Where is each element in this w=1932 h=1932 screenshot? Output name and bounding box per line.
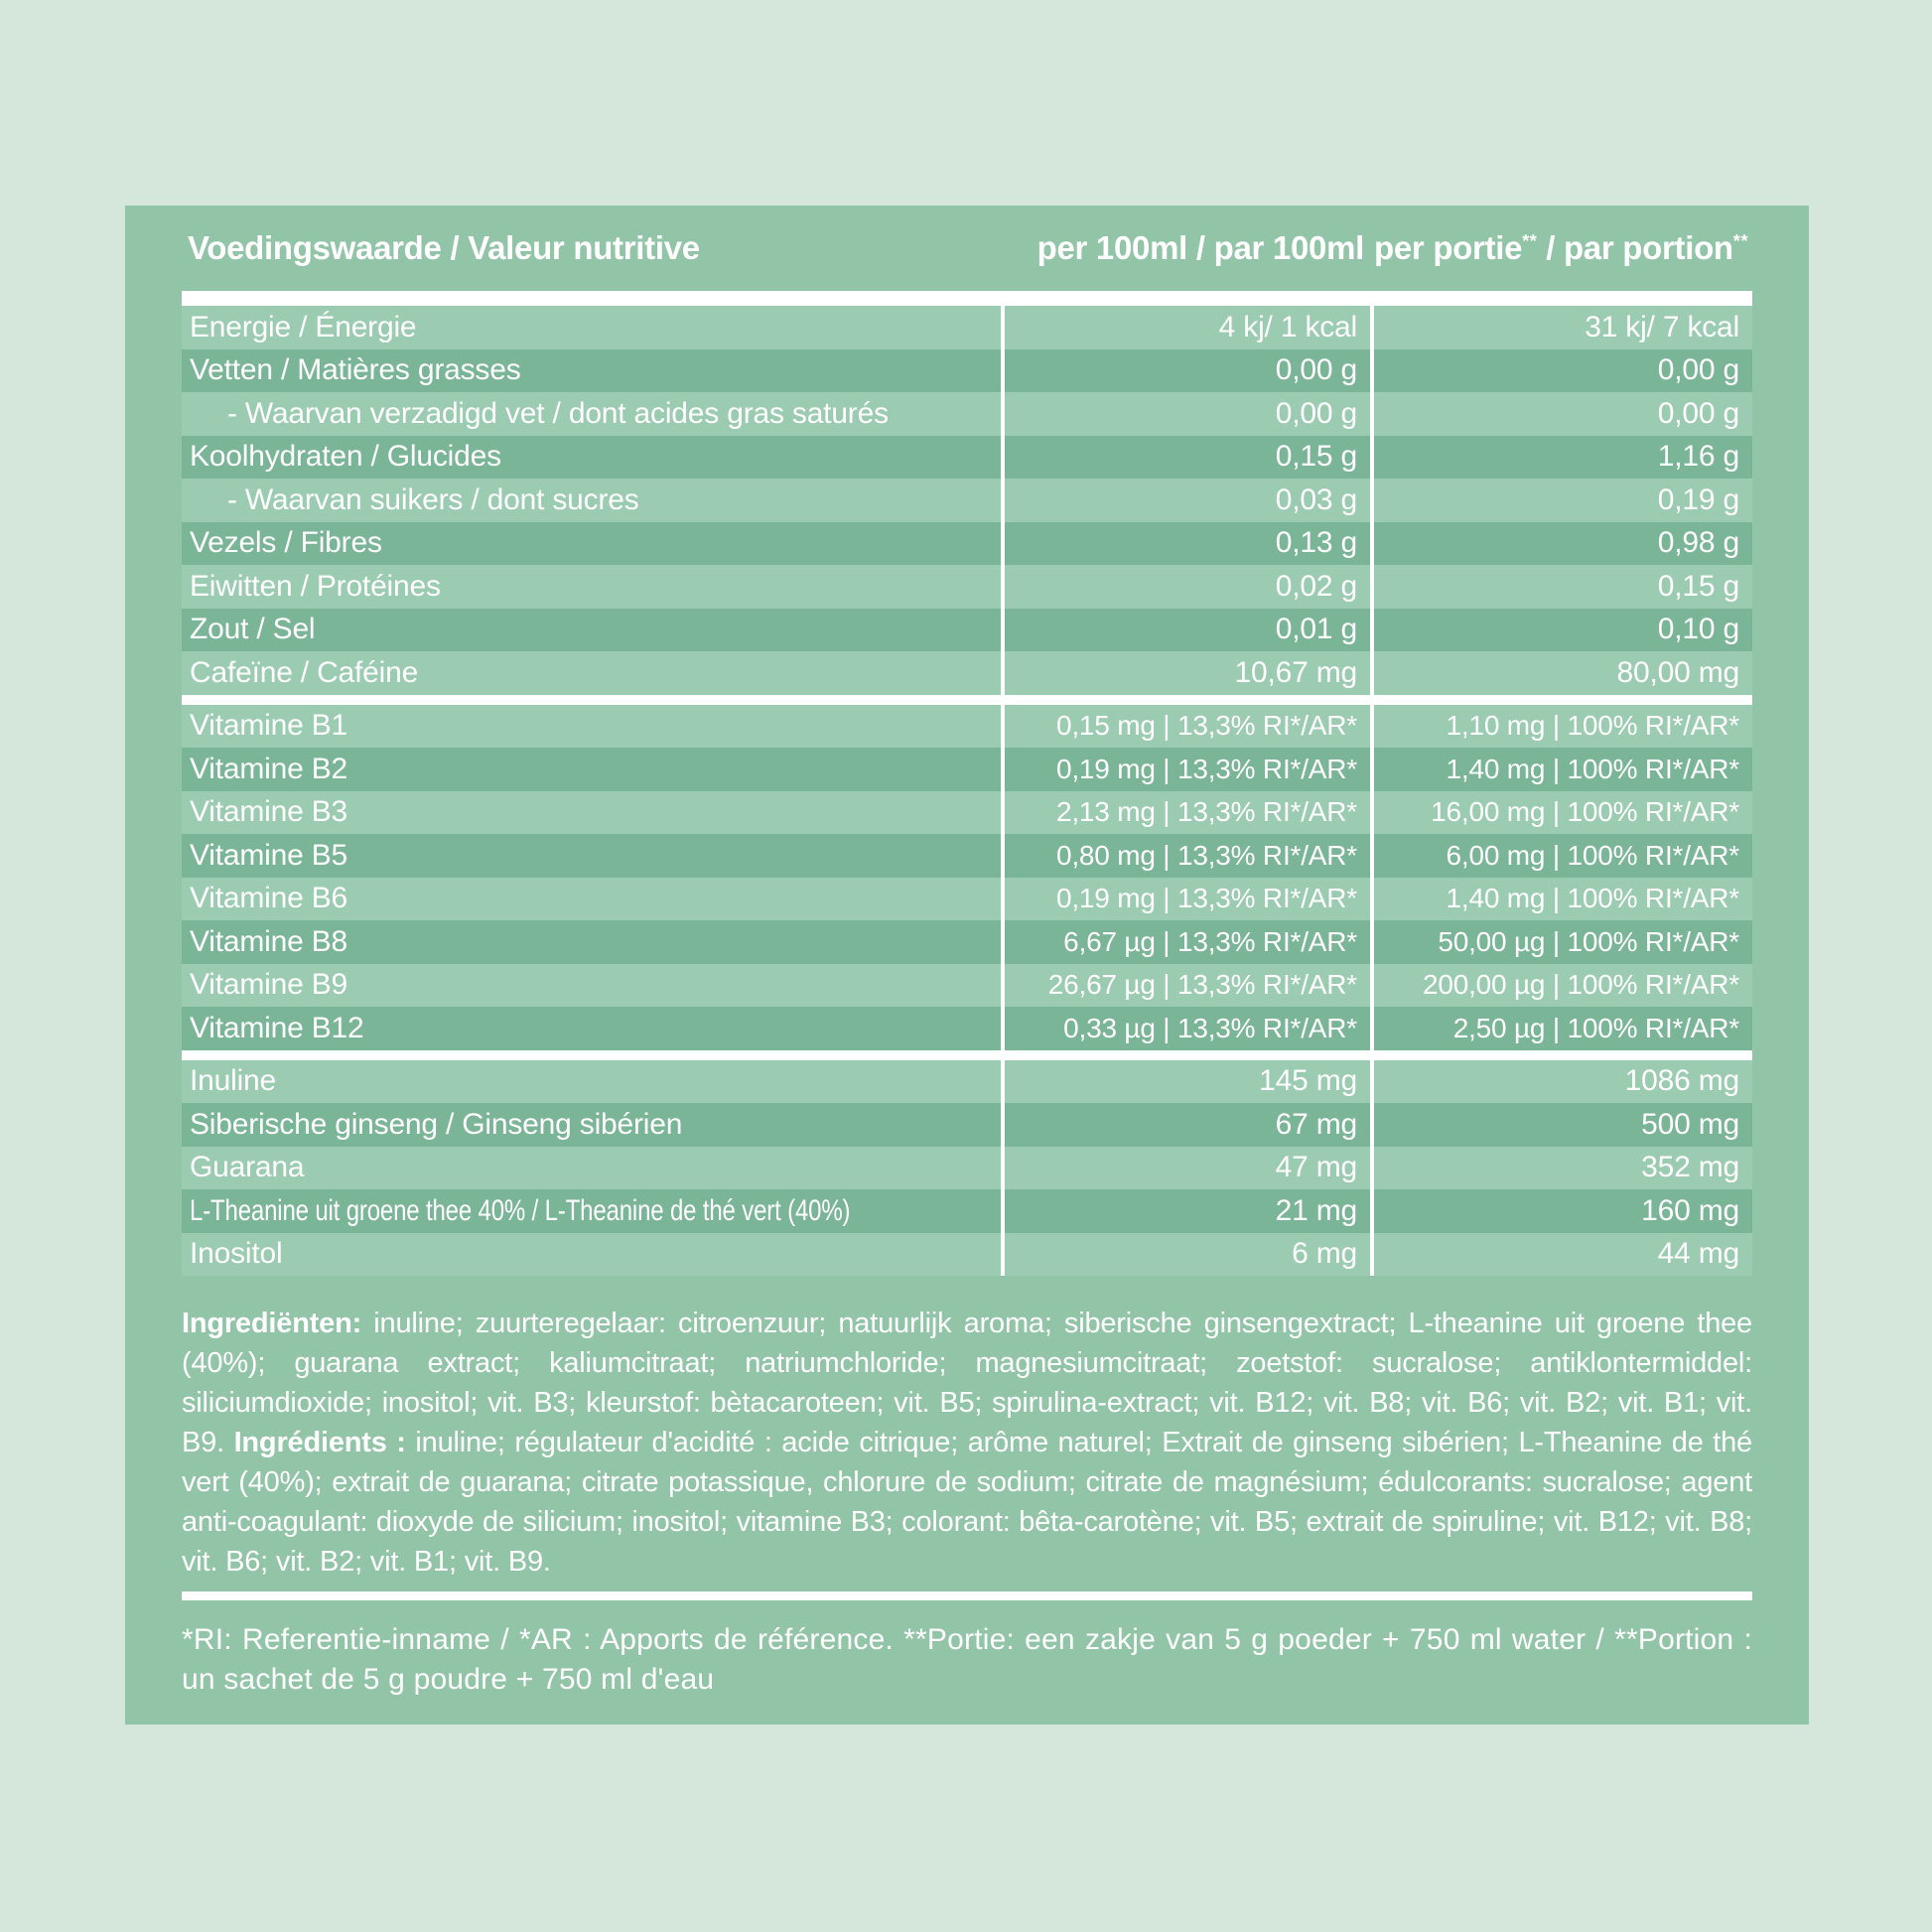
row-label-text: Inuline [190, 1064, 277, 1098]
row-value-per-portion: 50,00 µg | 100% RI*/AR* [1438, 925, 1739, 957]
row-label-text: Inositol [190, 1237, 283, 1271]
row-label [182, 479, 1005, 522]
table-row [182, 1233, 1752, 1277]
table-row [182, 834, 1752, 878]
row-label-text: Siberische ginseng / Ginseng sibérien [190, 1107, 683, 1141]
row-label [182, 920, 1005, 964]
row-label-text: Vitamine B5 [190, 838, 348, 872]
table-row [182, 964, 1752, 1008]
table-row [182, 522, 1752, 566]
table-row [182, 1103, 1752, 1147]
row-value-per-100ml: 0,00 g [1005, 392, 1374, 436]
table-row [182, 791, 1752, 835]
row-value-per-100ml: 0,80 mg | 13,3% RI*/AR* [1005, 834, 1374, 878]
actives-section [182, 1060, 1752, 1277]
header-per-100ml: per 100ml / par 100ml [1036, 229, 1364, 266]
row-label [182, 565, 1005, 609]
row-label-text: Eiwitten / Protéines [190, 569, 441, 603]
row-label [182, 306, 1005, 349]
row-label [182, 1060, 1005, 1104]
row-value-per-portion: 6,00 mg | 100% RI*/AR* [1446, 839, 1739, 871]
row-label-text: Vitamine B1 [190, 709, 348, 743]
row-value-per-100ml: 4 kj/ 1 kcal [1005, 306, 1374, 349]
ingredients-label-nl: Ingrediënten: [182, 1308, 362, 1339]
row-value-per-100ml: 6,67 µg | 13,3% RI*/AR* [1005, 920, 1374, 964]
table-row [182, 705, 1752, 749]
row-value-per-100ml: 47 mg [1005, 1147, 1374, 1190]
row-value-per-portion: 0,00 g [1657, 396, 1739, 430]
table-row [182, 306, 1752, 349]
table-row [182, 479, 1752, 522]
row-label [182, 1147, 1005, 1190]
row-label [182, 705, 1005, 749]
row-label-text: Vetten / Matières grasses [190, 353, 521, 387]
vitamins-section [182, 705, 1752, 1050]
row-label-text: Vitamine B3 [190, 795, 348, 829]
row-label [182, 834, 1005, 878]
header-per-portion [1374, 229, 1752, 267]
row-label-text: Guarana [190, 1151, 305, 1184]
row-value-per-portion: 1086 mg [1624, 1064, 1739, 1098]
row-value-per-portion: 1,10 mg | 100% RI*/AR* [1446, 710, 1739, 742]
row-label [182, 392, 1005, 436]
row-value-per-portion: 44 mg [1657, 1237, 1739, 1271]
row-label [182, 436, 1005, 480]
row-label-text: Vitamine B8 [190, 924, 348, 958]
row-value-per-100ml: 145 mg [1005, 1060, 1374, 1104]
row-value-per-100ml: 0,19 mg | 13,3% RI*/AR* [1005, 748, 1374, 791]
row-label [182, 791, 1005, 835]
row-value-per-portion: 80,00 mg [1616, 655, 1739, 689]
table-row [182, 1007, 1752, 1050]
separator [182, 695, 1752, 705]
row-label-text: - Waarvan suikers / dont sucres [227, 483, 639, 516]
row-value-per-100ml: 0,15 mg | 13,3% RI*/AR* [1005, 705, 1374, 749]
row-value-per-portion: 160 mg [1641, 1193, 1739, 1227]
footnote-text: *RI: Referentie-inname / *AR : Apports de référence. **Portie: een zakje van 5 g poeder + 750 ml water / **Portion : un sachet de 5 g poudre + 750 ml d'eau [182, 1623, 1752, 1696]
row-label-text: Vitamine B6 [190, 882, 348, 915]
table-row [182, 1060, 1752, 1104]
row-label-text: Vitamine B2 [190, 752, 348, 785]
row-label-text: Koolhydraten / Glucides [190, 440, 501, 474]
table-row [182, 609, 1752, 652]
table-row [182, 349, 1752, 393]
row-value-per-100ml: 0,02 g [1005, 565, 1374, 609]
table-row [182, 920, 1752, 964]
row-value-per-100ml: 0,03 g [1005, 479, 1374, 522]
row-value-per-portion: 352 mg [1641, 1151, 1739, 1184]
nutrition-label-panel [125, 206, 1809, 1725]
ingredients-text [182, 1304, 1752, 1582]
row-label-text: Energie / Énergie [190, 310, 417, 344]
header-title: Voedingswaarde / Valeur nutritive [188, 229, 700, 266]
row-label [182, 349, 1005, 393]
table-row [182, 1147, 1752, 1190]
table-row [182, 651, 1752, 695]
header-portion-asterisks: ** [1732, 231, 1748, 251]
row-value-per-portion: 0,10 g [1657, 613, 1739, 646]
macronutrients-section [182, 306, 1752, 695]
row-value-per-portion: 1,40 mg | 100% RI*/AR* [1446, 753, 1739, 784]
separator [182, 1591, 1752, 1600]
row-label-text: L-Theanine uit groene thee 40% / L-Theanine de thé vert (40%) [190, 1193, 851, 1227]
row-label-text: Zout / Sel [190, 613, 316, 646]
row-label-text: Vitamine B9 [190, 968, 348, 1002]
row-value-per-100ml: 0,33 µg | 13,3% RI*/AR* [1005, 1007, 1374, 1050]
row-value-per-portion: 0,00 g [1657, 353, 1739, 387]
row-label [182, 609, 1005, 652]
table-row [182, 392, 1752, 436]
row-value-per-100ml: 6 mg [1005, 1233, 1374, 1277]
row-value-per-100ml: 21 mg [1005, 1189, 1374, 1233]
row-value-per-portion: 1,40 mg | 100% RI*/AR* [1446, 883, 1739, 914]
row-value-per-portion: 16,00 mg | 100% RI*/AR* [1431, 796, 1739, 828]
row-label [182, 1007, 1005, 1050]
row-label [182, 1103, 1005, 1147]
row-value-per-portion: 31 kj/ 7 kcal [1585, 310, 1739, 344]
row-label [182, 651, 1005, 695]
row-value-per-portion: 200,00 µg | 100% RI*/AR* [1422, 969, 1739, 1001]
row-label [182, 748, 1005, 791]
row-label [182, 1189, 1005, 1233]
row-label [182, 878, 1005, 921]
row-label-text: Vezels / Fibres [190, 526, 382, 560]
row-label [182, 522, 1005, 566]
header-portion-separator: / [1537, 229, 1564, 266]
row-value-per-portion: 500 mg [1641, 1107, 1739, 1141]
row-label [182, 964, 1005, 1008]
table-row [182, 878, 1752, 921]
row-value-per-100ml: 0,00 g [1005, 349, 1374, 393]
row-label-text: Vitamine B12 [190, 1011, 364, 1044]
row-label-text: - Waarvan verzadigd vet / dont acides gras saturés [227, 396, 889, 430]
header-portion-asterisks: ** [1522, 231, 1538, 251]
separator [182, 291, 1752, 306]
table-row [182, 436, 1752, 480]
ingredients-body-fr: inuline; régulateur d'acidité : acide citrique; arôme naturel; Extrait de ginseng sibérien; L-Theanine de thé vert (40%); extrait de guarana; citrate potassique, chlorure de sodium; citrate de magnésium; édulcorants: sucralose; agent anti-coagulant: dioxyde de silicium; inositol; vitamine B3; colorant: bêta-carotène; vit. B5; extrait de spiruline; vit. B12; vit. B8; vit. B6; vit. B2; vit. B1; vit. B9. [182, 1427, 1752, 1578]
row-value-per-portion: 0,98 g [1657, 526, 1739, 560]
row-label [182, 1233, 1005, 1277]
row-label-text: Cafeïne / Caféine [190, 655, 419, 689]
row-value-per-100ml: 0,01 g [1005, 609, 1374, 652]
table-header [182, 206, 1752, 291]
row-value-per-portion: 2,50 µg | 100% RI*/AR* [1452, 1012, 1739, 1043]
row-value-per-100ml: 0,13 g [1005, 522, 1374, 566]
ingredients-body-nl: inuline; zuurteregelaar: citroenzuur; natuurlijk aroma; siberische ginsengextract; L-theanine uit groene thee (40%); guarana extract; kaliumcitraat; natriumchloride; magnesiumcitraat; zoetstof: sucralose; antiklontermiddel: siliciumdioxide; inositol; vit. B3; kleurstof: bètacaroteen; vit. B5; spirulina-extract; vit. B12; vit. B8; vit. B6; vit. B2; vit. B1; vit. B9. [182, 1308, 1752, 1458]
row-value-per-100ml: 0,19 mg | 13,3% RI*/AR* [1005, 878, 1374, 921]
separator [182, 1050, 1752, 1060]
row-value-per-100ml: 67 mg [1005, 1103, 1374, 1147]
row-value-per-portion: 0,15 g [1657, 569, 1739, 603]
row-value-per-portion: 0,19 g [1657, 483, 1739, 516]
ingredients-label-fr: Ingrédients : [233, 1427, 406, 1458]
table-row [182, 748, 1752, 791]
header-portion-fr: par portion [1563, 229, 1733, 266]
row-value-per-100ml: 26,67 µg | 13,3% RI*/AR* [1005, 964, 1374, 1008]
header-portion-nl: per portie [1374, 229, 1523, 266]
row-value-per-100ml: 0,15 g [1005, 436, 1374, 480]
table-row [182, 1189, 1752, 1233]
table-row [182, 565, 1752, 609]
row-value-per-100ml: 2,13 mg | 13,3% RI*/AR* [1005, 791, 1374, 835]
row-value-per-portion: 1,16 g [1657, 440, 1739, 474]
row-value-per-100ml: 10,67 mg [1005, 651, 1374, 695]
